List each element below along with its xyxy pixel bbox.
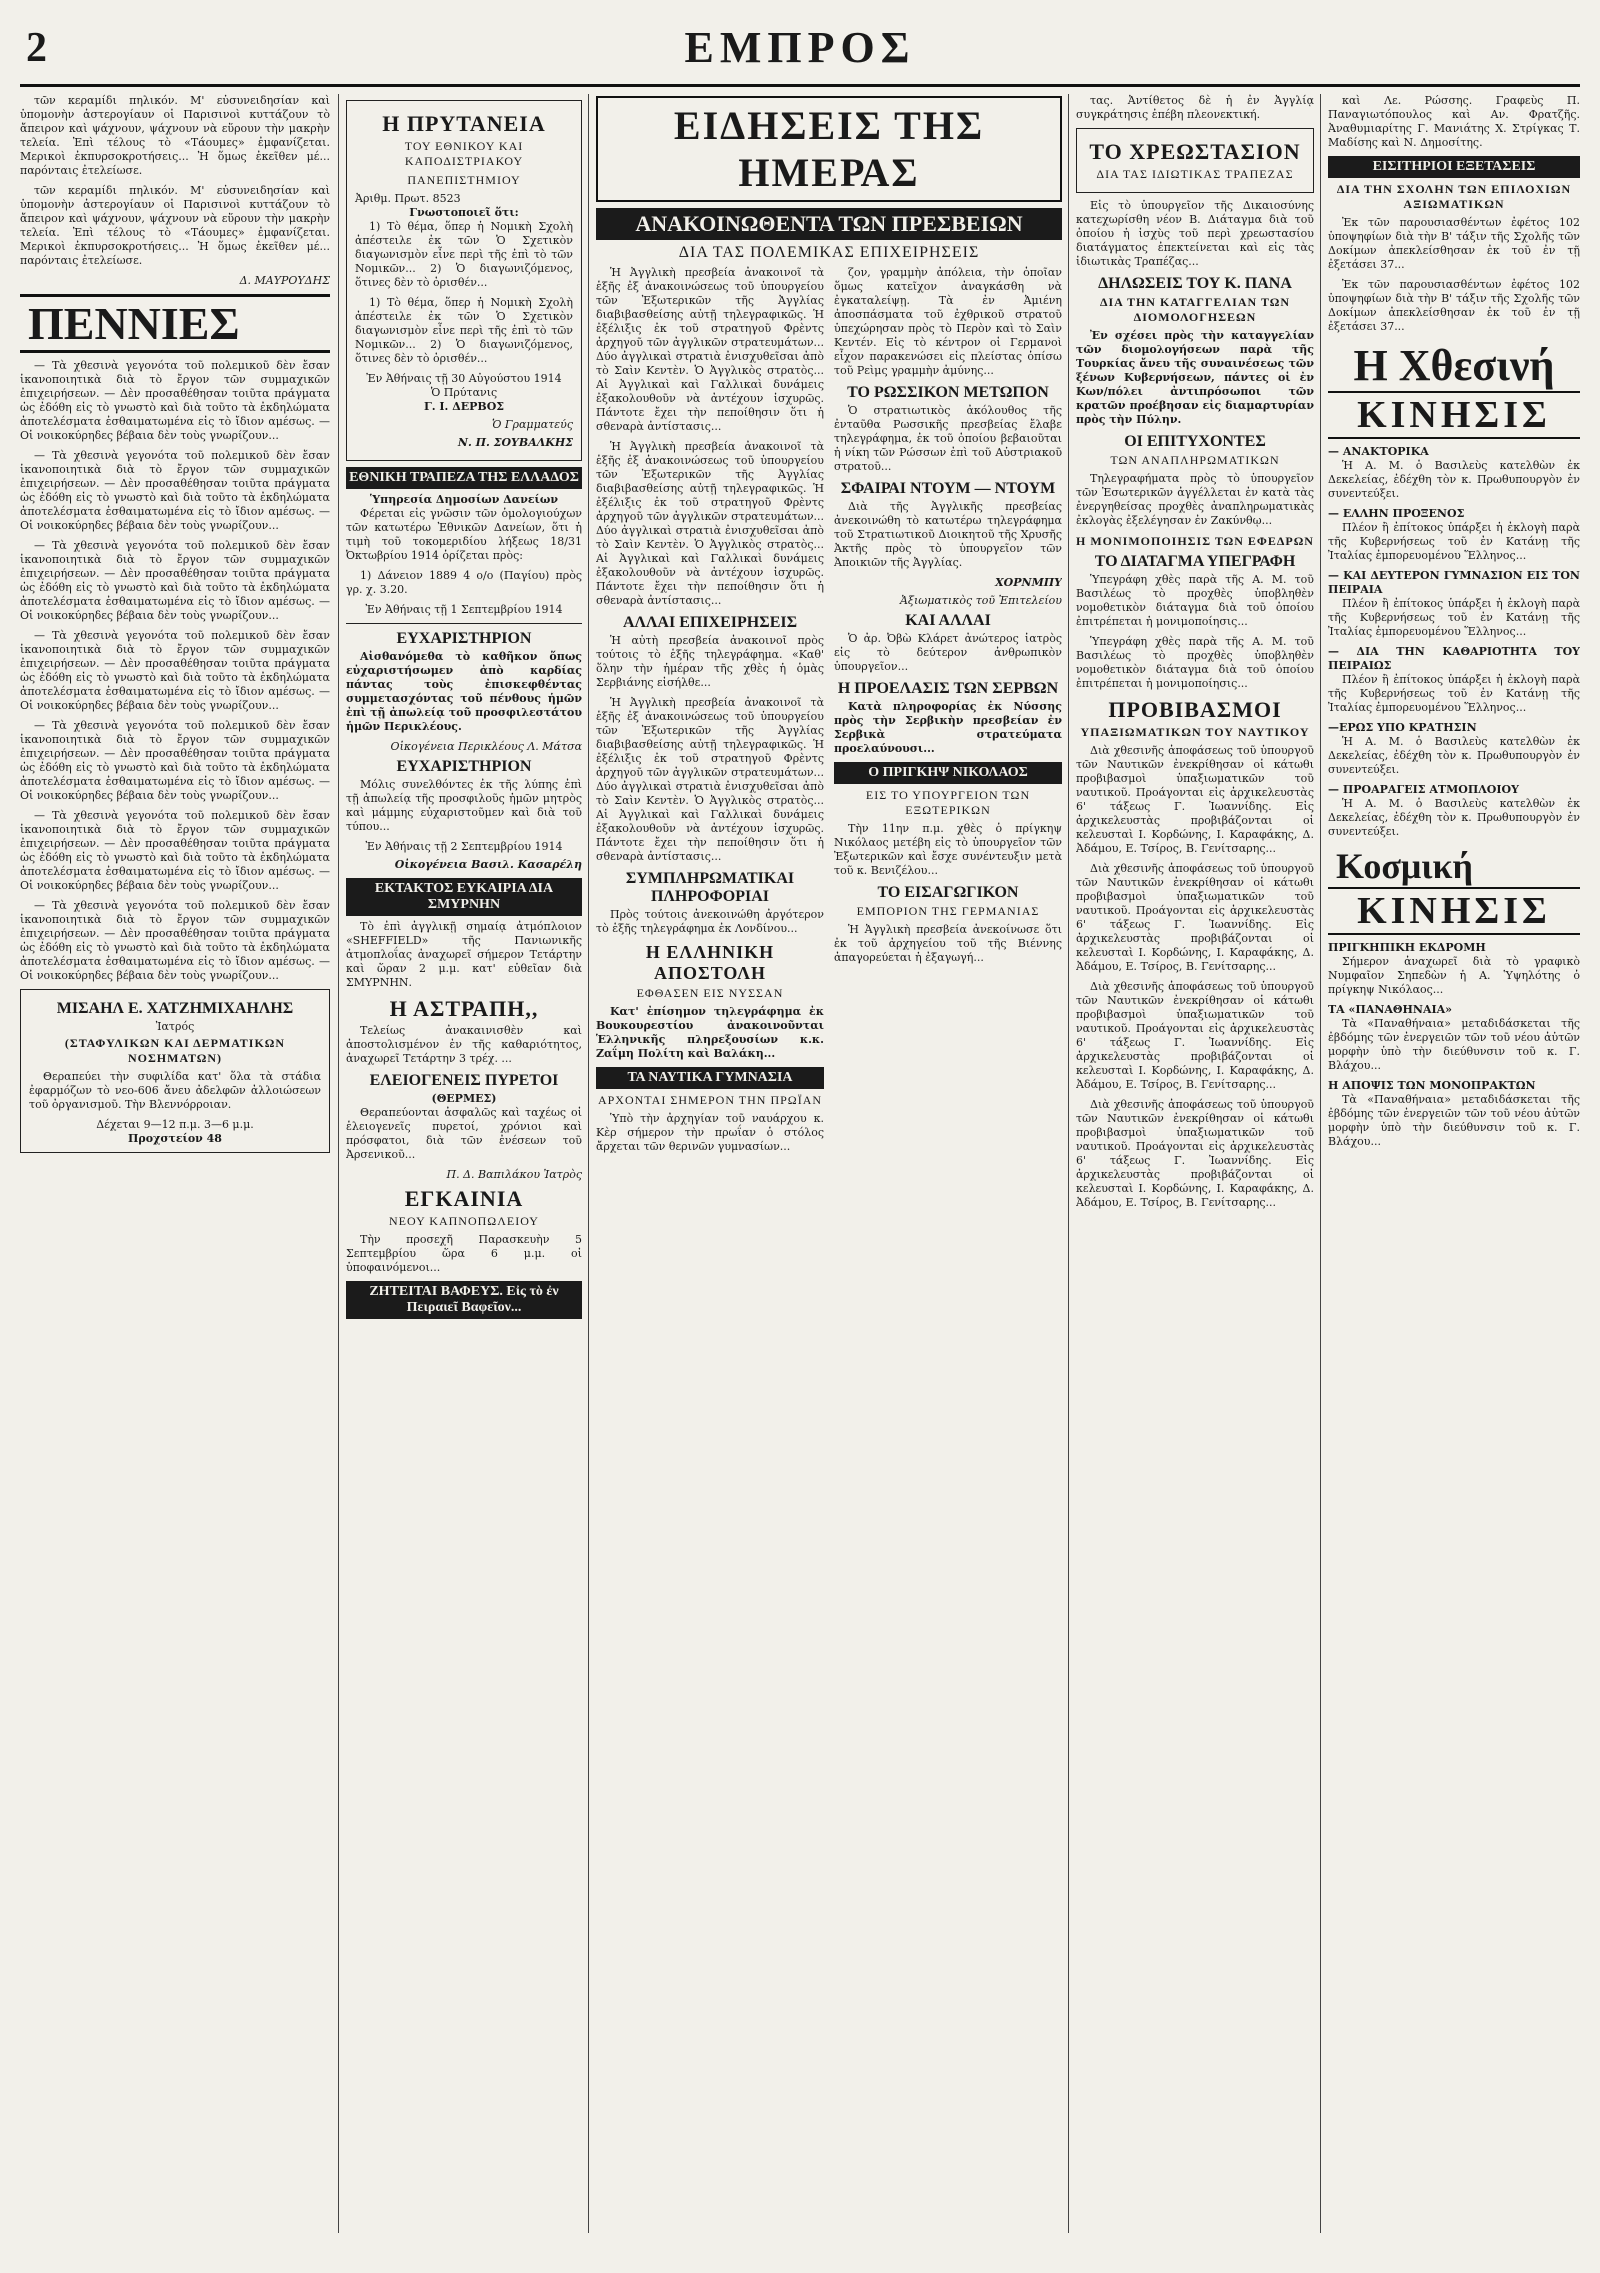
ekainia-text: Τὴν προσεχῆ Παρασκευὴν 5 Σεπτεμβρίου ὥρα 6 μ.μ. οἱ ὑποφαινόμενοι... [346,1233,582,1274]
gymnasia-subtitle: ΑΡΧΟΝΤΑΙ ΣΗΜΕΡΟΝ ΤΗΝ ΠΡΩΪΑΝ [597,1093,823,1107]
subsection-title: — ΔΙΑ ΤΗΝ ΚΑΘΑΡΙΟΤΗΤΑ ΤΟΥ ΠΕΙΡΑΙΩΣ [1328,645,1580,672]
smyrna-text: Τὸ ἐπὶ ἀγγλικῇ σημαίᾳ ἀτμόπλοιον «SHEFFIELD» τῆς Πανιωνικῆς ἀτμοπλοΐας ἀναχωρεῖ σήμερον Τετάρτην καὶ ὥραν 2 μ.μ. κατ' εὐθεῖαν διὰ ΣΜΥΡΝΗΝ. [346,920,582,989]
article-text: — Τὰ χθεσινὰ γεγονότα τοῦ πολεμικοῦ δὲν ἔσαν ἱκανοποιητικὰ διὰ τὸ ἔργον τῶν συμμαχικῶν ἐπιχειρήσεων. — Δὲν προσαθέθησαν τοιῦτα πράγματα ὡς ἐδόθη εἰς τὸ γνωστὸ καὶ διὰ τοῦτο τὰ ἐκδηλώματα ἀποτελέσματα ἐσθαιματωμένα εἰς τὸ ἴδιον αμέσως. — Οἱ νοικοκύρηδες βέβαια δὲν τοὺς γνωρίζουν... [20,899,330,982]
notice-subtitle: ΤΟΥ ΕΘΝΙΚΟΥ ΚΑΙ ΚΑΠΟΔΙΣΤΡΙΑΚΟΥ [404,139,524,168]
notice-signature: Γ. Ι. ΔΕΡΒΟΣ [423,400,505,413]
columns [20,94,1580,2233]
protocol-number: Ἀριθμ. Πρωτ. 8523 [355,192,461,205]
notice-university: ΠΑΝΕΠΙΣΤΗΜΙΟΥ [407,173,521,187]
doctor-specialty: (ΣΤΑΦΥΛΙΚΩΝ ΚΑΙ ΔΕΡΜΑΤΙΚΩΝ ΝΟΣΗΜΑΤΩΝ) [64,1036,286,1065]
article-text: Σήμερον ἀναχωρεῖ διὰ τὸ γραφικὸ Νυμφαῖον Σηπεδὼν ἡ Α. Ὑψηλότης ὁ πρίγκηψ Νικόλαος... [1328,955,1580,996]
article-text: Ἡ Ἀγγλικὴ πρεσβεία ἀνακοινοῖ τὰ ἑξῆς ἐξ ἀνακοινώσεως τοῦ ὑπουργείου τῶν Ἐξωτερικῶν τῆς Ἀγγλίας διαβιβασθείσης αὐτῇ τηλεγραφικῶς. Ἡ ἐξέλιξις ἐκ τοῦ στρατηγοῦ Φρὲντς ἀρχηγοῦ τῶν ἀγγλικῶν στρατευμάτων... Δύο ἀγγλικαὶ στρατιὰ ἐνισχυθεῖσαι ἀπὸ τὸ Σαὶν Κεντὲν. Ὁ Ἀγγλικὸς στρατὸς... Αἱ Ἀγγλικαὶ καὶ Γαλλικαὶ δυνάμεις ἐξακολουθοῦν νὰ ἀντέχουν ἰσχυρῶς. Πάντοτε ἔχει τὴν πεποίθησιν ὅτι ἡ σθεναρὰ ἀντίστασις... [596,440,824,607]
article-text: Ὁ στρατιωτικὸς ἀκόλουθος τῆς ἐνταῦθα Ρωσσικῆς πρεσβείας ἔλαβε τηλεγράφημα, ἐκ τοῦ ὁποίου βεβαιοῦται ἡ νίκη τῶν Ρώσσων ἐπὶ τοῦ Αὐστριακοῦ στρατοῦ... [834,404,1062,473]
monopoly-title: Η ΜΟΝΙΜΟΠΟΙΗΣΙΣ ΤΩΝ ΕΦΕΔΡΩΝ [1076,534,1314,548]
subsection-title: — ΕΛΛΗΝ ΠΡΟΞΕΝΟΣ [1328,507,1465,520]
subsection-title: Η ΑΠΟΨΙΣ ΤΩΝ ΜΟΝΟΠΡΑΚΤΩΝ [1328,1079,1536,1092]
treasury-title: ΤΟ ΧΡΕΩΣΤΑΣΙΟΝ [1089,139,1301,164]
article-text: Διὰ χθεσινῆς ἀποφάσεως τοῦ ὑπουργοῦ τῶν Ναυτικῶν ἐνεκρίθησαν οἱ κάτωθι προβιβασμοὶ ὑπαξιωματικῶν τοῦ ναυτικοῦ. Προάγονται εἰς ἀρχικελευστὰς 6' τάξεως Γ. Ἰωαννίδης. Εἰς ἀρχικελευστὰς προβιβάζονται οἱ κελευσταὶ Ι. Κορδώνης, Ι. Καραφάκης, Δ. Ἀδάμου, Ε. Τσίρος, Β. Γενίτσαρης... [1076,862,1314,973]
office-hours: Δέχεται 9—12 π.μ. 3—6 μ.μ. [96,1118,254,1131]
article-text: Ἡ Α. Μ. ὁ Βασιλεὺς κατελθὼν ἐκ Δεκελείας, ἐδέχθη τὸν κ. Πρωθυπουργὸν ἐν συνεντεύξει. [1328,735,1580,776]
article-text: — Τὰ χθεσινὰ γεγονότα τοῦ πολεμικοῦ δὲν ἔσαν ἱκανοποιητικὰ διὰ τὸ ἔργον τῶν συμμαχικῶν ἐπιχειρήσεων. — Δὲν προσαθέθησαν τοιῦτα πράγματα ὡς ἐδόθη εἰς τὸ γνωστὸ καὶ διὰ τοῦτο τὰ ἐκδηλώματα ἀποτελέσματα ἐσθαιματωμένα εἰς τὸ ἴδιον αμέσως. — Οἱ νοικοκύρηδες βέβαια δὲν τοὺς γνωρίζουν... [20,809,330,892]
article-text: — Τὰ χθεσινὰ γεγονότα τοῦ πολεμικοῦ δὲν ἔσαν ἱκανοποιητικὰ διὰ τὸ ἔργον τῶν συμμαχικῶν ἐπιχειρήσεων. — Δὲν προσαθέθησαν τοιῦτα πράγματα ὡς ἐδόθη εἰς τὸ γνωστὸ καὶ διὰ τοῦτο τὰ ἐκδηλώματα ἀποτελέσματα ἐσθαιματωμένα εἰς τὸ ἴδιον αμέσως. — Οἱ νοικοκύρηδες βέβαια δὲν τοὺς γνωρίζουν... [20,359,330,442]
article-text: Πλέον ἢ ἐπίτοκος ὑπάρξει ἡ ἐκλογὴ παρὰ τῆς Κυβερνήσεως τοῦ ἐν Κατάνῃ τῆς Ἰταλίας ἐμπορευομένου Ἕλληνος... [1328,597,1580,638]
article-text: — Τὰ χθεσινὰ γεγονότα τοῦ πολεμικοῦ δὲν ἔσαν ἱκανοποιητικὰ διὰ τὸ ἔργον τῶν συμμαχικῶν ἐπιχειρήσεων. — Δὲν προσαθέθησαν τοιῦτα πράγματα ὡς ἐδόθη εἰς τὸ γνωστὸ καὶ διὰ τοῦτο τὰ ἐκδηλώματα ἀποτελέσματα ἐσθαιματωμένα εἰς τὸ ἴδιον αμέσως. — Οἱ νοικοκύρηδες βέβαια δὲν τοὺς γνωρίζουν... [20,629,330,712]
article-text: Ὑπεγράφη χθὲς παρὰ τῆς Α. Μ. τοῦ Βασιλέως τὸ προχθὲς ὑποβληθὲν νομοθετικὸν διάταγμα διὰ τοῦ ὁποίου ἐπιτρέπεται ἡ μονιμοποίησις... [1076,635,1314,690]
fever-subtitle: (ΘΕΡΜΕΣ) [431,1092,497,1105]
office-address: Προχστείον 48 [128,1132,222,1145]
thanks-date: Ἐν Ἀθήναις τῇ 2 Σεπτεμβρίου 1914 [365,840,563,853]
article-text: — Τὰ χθεσινὰ γεγονότα τοῦ πολεμικοῦ δὲν ἔσαν ἱκανοποιητικὰ διὰ τὸ ἔργον τῶν συμμαχικῶν ἐπιχειρήσεων. — Δὲν προσαθέθησαν τοιῦτα πράγματα ὡς ἐδόθη εἰς τὸ γνωστὸ καὶ διὰ τοῦτο τὰ ἐκδηλώματα ἀποτελέσματα ἐσθαιματωμένα εἰς τὸ ἴδιον αμέσως. — Οἱ νοικοκύρηδες βέβαια δὲν τοὺς γνωρίζουν... [20,719,330,802]
import-title: ΤΟ ΕΙΣΑΓΩΓΙΚΟΝ [877,884,1019,901]
thanks-text: Μόλις συνελθόντες ἐκ τῆς λύπης ἐπὶ τῇ ἀπωλείᾳ τῆς προσφιλοῦς ἡμῶν μητρὸς καὶ μάμμης εὐχαριστοῦμεν καὶ διὰ τοῦ τύπου... [346,778,582,833]
section-title-kinisis: ΚΙΝΗΣΙΣ [1328,391,1580,439]
article-text: Τηλεγραφήματα πρὸς τὸ ὑπουργεῖον τῶν Ἐσωτερικῶν ἀγγέλλεται ἐν κατὰ τὰς ἐνεργηθείσας προχθὲς ἀναπληρωματικὰς ἐκλογὰς ἐξελέγησαν ἐν Ζακύνθῳ... [1076,472,1314,527]
signature: Δ. ΜΑΥΡΟΥΔΗΣ [239,274,330,287]
article-text: Τὰ «Παναθήναια» μεταδιδάσκεται τῆς ἐβδόμης τῶν ἐνεργειῶν τῶν τοῦ νέου ἀὐτῶν μορφὴν ὑπὸ τὴν διεύθυνσιν τοῦ κ. Γ. Βλάχου... [1328,1093,1580,1148]
thanks-title: ΕΥΧΑΡΙΣΤΗΡΙΟΝ [396,630,532,647]
column-rule [338,94,339,2233]
article-text: Διὰ τῆς Ἀγγλικῆς πρεσβείας ἀνεκοινώθη τὸ κατωτέρω τηλεγράφημα τοῦ Στρατιωτικοῦ Διοικητοῦ τῆς Χρυσῆς Ἀκτῆς πρὸς τὸ ὑπουργεῖον τῶν Ἀποικιῶν τῆς Ἀγγλίας. [834,500,1062,569]
russian-title: ΤΟ ΡΩΣΣΙΚΟΝ ΜΕΤΩΠΟΝ [847,384,1049,401]
newspaper-title: ΕΜΠΡΟΣ [684,23,916,72]
section-title-pennies: ΠΕΝΝΙΕΣ [20,294,330,353]
divider [346,623,582,624]
article-text: Ἐκ τῶν παρουσιασθέντων ἐφέτος 102 ὑποψηφίων διὰ τὴν Β' τάξιν τῆς Σχολῆς τῶν Δοκίμων ἀπεκλείσθησαν ἐκ τοῦ ἐν τῇ ἐξετάσει 37... [1328,278,1580,333]
article-text: καὶ Λε. Ρώσσης. Γραφεὺς Π. Παναγιωτόπουλος καὶ Αν. Φρατζῆς. Ἀναθυμιαρίτης Γ. Μανιάτης Χ. Στρίγκας Τ. Μαδίσης καὶ Ν. Δημοσίτης. [1328,94,1580,149]
thanks-signature: Οἰκογένεια Βασιλ. Κασαρέλη [394,858,582,871]
doctor-ad [20,989,330,1153]
promotions-subtitle: ΥΠΑΞΙΩΜΑΤΙΚΩΝ ΤΟΥ ΝΑΥΤΙΚΟΥ [1080,725,1310,739]
winners-subtitle: ΤΩΝ ΑΝΑΠΛΗΡΩΜΑΤΙΚΩΝ [1110,453,1280,467]
apostoli-title: Η ΕΛΛΗΝΙΚΗ ΑΠΟΣΤΟΛΗ [645,942,775,983]
subsection-title: — ΑΝΑΚΤΟΡΙΚΑ [1328,445,1429,458]
subsection-title: — ΠΡΟΑΡΑΓΕΙΣ ΑΤΜΟΠΛΟΙΟΥ [1328,783,1519,796]
column-5 [1328,94,1580,2233]
promotions-title: ΠΡΟΒΙΒΑΣΜΟΙ [1108,697,1282,722]
doctor-title: Ἰατρός [155,1020,195,1033]
article-text: Διὰ χθεσινῆς ἀποφάσεως τοῦ ὑπουργοῦ τῶν Ναυτικῶν ἐνεκρίθησαν οἱ κάτωθι προβιβασμοὶ ὑπαξιωματικῶν τοῦ ναυτικοῦ. Προάγονται εἰς ἀρχικελευστὰς 6' τάξεως Γ. Ἰωαννίδης. Εἰς ἀρχικελευστὰς προβιβάζονται οἱ κελευσταὶ Ι. Κορδώνης, Ι. Καραφάκης, Δ. Ἀδάμου, Ε. Τσίρος, Β. Γενίτσαρης... [1076,980,1314,1091]
bank-text: Φέρεται εἰς γνῶσιν τῶν ὁμολογιούχων τῶν κατωτέρω Ἐθνικῶν Δανείων, ὅτι ἡ τιμὴ τοῦ τοκομεριδίου λήξεως 18/31 Ὀκτωβρίου 1914 ὁρίζεται πρὸς: [346,507,582,562]
university-notice [346,100,582,461]
article-text: Διὰ χθεσινῆς ἀποφάσεως τοῦ ὑπουργοῦ τῶν Ναυτικῶν ἐνεκρίθησαν οἱ κάτωθι προβιβασμοὶ ὑπαξιωματικῶν τοῦ ναυτικοῦ. Προάγονται εἰς ἀρχικελευστὰς 6' τάξεως Γ. Ἰωαννίδης. Εἰς ἀρχικελευστὰς προβιβάζονται οἱ κελευσταὶ Ι. Κορδώνης, Ι. Καραφάκης, Δ. Ἀδάμου, Ε. Τσίρος, Β. Γενίτσαρης... [1076,1098,1314,1209]
fever-text: Θεραπεύονται ἀσφαλῶς καὶ ταχέως οἱ ἑλειογενεῖς πυρετοί, χρόνιοι καὶ πρόσφατοι, διὰ τῶν ἐνέσεων τοῦ Ἀρσενικοῦ... [346,1106,582,1161]
article-text: Ὁ ἀρ. Ὀβὼ Κλάρετ ἀνώτερος ἰατρὸς εἰς τὸ δεύτερον ἀνθρωπικὸν ὑπουργεῖον... [834,632,1062,673]
article-text: Τὴν 11ην π.μ. χθὲς ὁ πρίγκηψ Νικόλαος μετέβη εἰς τὸ ὑπουργεῖον τῶν Ἐξωτερικῶν καὶ ἔσχε συνέντευξιν μετὰ τοῦ κ. Βενιζέλου... [834,822,1062,877]
newspaper-page [20,20,1580,2233]
notice-title: Η ΠΡΥΤΑΝΕΙΑ [382,111,546,136]
article-text: τῶν κεραμίδι πηλικόν. Μ' εὐσυνειδησίαν καὶ ὑπομονὴν ἀστερογίαυν οἱ Παρισινοὶ κυττάζουν τὸ ἄπειρον καὶ ψάχνουν, ψάχνουν νὰ εὕρουν τὴν μακρὴν τελεία. Ἐπὶ τέλους τὸ «Τάουμες» ἐμφανίζεται. Μερικοὶ ἐκπυρσοκροτήσεις... Ἡ ὅμως ἐκεῖθεν μέ... παρόνταις ἐτελείωσε. [20,94,330,177]
article-text: Πρὸς τούτοις ἀνεκοινώθη ἀργότερον τὸ ἑξῆς τηλεγράφημα ἐκ Λονδίνου... [596,908,824,935]
article-text: Ὑπεγράφη χθὲς παρὰ τῆς Α. Μ. τοῦ Βασιλέως τὸ προχθὲς ὑποβληθὲν νομοθετικὸν διάταγμα διὰ τοῦ ὁποίου ἐπιτρέπεται ἡ μονιμοποίησις... [1076,573,1314,628]
news-banner: ΕΙΔΗΣΕΙΣ ΤΗΣ ΗΜΕΡΑΣ [596,96,1062,202]
bank-items: 1) Δάνειον 1889 4 ο/ο (Παγίου) πρὸς γρ. χ. 3.20. [346,569,582,596]
pana-title: ΔΗΛΩΣΕΙΣ ΤΟΥ Κ. ΠΑΝΑ [1098,275,1292,292]
ekainia-title: ΕΓΚΑΙΝΙΑ [404,1186,524,1211]
column-1 [20,94,330,2233]
subsection-title: —ΕΡΩΣ ΥΠΟ ΚΡΑΤΗΣΙΝ [1328,721,1477,734]
decree-title: ΤΟ ΔΙΑΤΑΓΜΑ ΥΠΕΓΡΑΦΗ [1094,553,1296,570]
wanted-ad: ΖΗΤΕΙΤΑΙ ΒΑΦΕΥΣ. Εἰς τὸ ἐν Πειραιεῖ Βαφεῖον... [346,1281,582,1319]
embassy-subheadline: ΔΙΑ ΤΑΣ ΠΟΛΕΜΙΚΑΣ ΕΠΙΧΕΙΡΗΣΕΙΣ [678,244,980,261]
column-rule [588,94,589,2233]
article-text: Ὑπὸ τὴν ἀρχηγίαν τοῦ ναυάρχου κ. Κὲρ σήμερον τὴν πρωΐαν ὁ στόλος ἄρχεται τῶν θερινῶν γυμνασίων... [596,1112,824,1153]
notice-text: 1) Τὸ θέμα, ὅπερ ἡ Νομικὴ Σχολὴ ἀπέστειλε ἐκ τῶν Ὁ Σχετικὸν διαγωνισμὸν εἶνε περὶ τῆς ἐπὶ τὸ τῶν Νομικῶν... 2) Ὁ διαγωνιζόμενος, ὅτινες δὲν τὸ ὁρισθέν... [355,220,573,289]
thanks-text: Αἰσθανόμεθα τὸ καθῆκον ὅπως εὐχαριστήσωμεν ἀπὸ καρδίας πάντας τοὺς ἐπισκεφθέντας συμμετασχόντας τοῦ πένθους ἡμῶν ἐπὶ τῇ ἀπωλείᾳ τοῦ προσφιλεστάτου ἡμῶν Περικλέους. [346,650,582,733]
bank-date: Ἐν Ἀθήναις τῇ 1 Σεπτεμβρίου 1914 [365,603,563,616]
notice-text: 1) Τὸ θέμα, ὅπερ ἡ Νομικὴ Σχολὴ ἀπέστειλε ἐκ τῶν Ὁ Σχετικὸν διαγωνισμὸν εἶνε περὶ τῆς ἐπὶ τὸ τῶν Νομικῶν... 2) Ὁ διαγωνιζόμενος, ὅτινες δὲν τὸ ὁρισθέν... [355,296,573,365]
ad-text: Θεραπεύει τὴν συφιλίδα κατ' ὅλα τὰ στάδια ἐφαρμόζων τὸ νεο-606 ἄνευ ἀδελφῶν ἀλλοιώσεων τοῦ ὀργανισμοῦ. Τὴν Βλεννόρροιαν. [29,1070,321,1111]
column-rule [1068,94,1069,2233]
article-text: τας. Ἀντίθετος δὲ ἡ ἐν Ἀγγλίᾳ συγκράτησις ἐπέβη πλεονεκτική. [1076,94,1314,121]
apostoli-subtitle: ΕΦΘΑΣΕΝ ΕΙΣ ΝΥΣΣΑΝ [636,986,784,1000]
article-text: Ἡ Ἀγγλικὴ πρεσβεία ἀνεκοίνωσε ὅτι ἐκ τοῦ ἀρχηγείου τοῦ τῆς Βιέννης ἀπαγορεύεται ἡ ἐξαγωγή... [834,923,1062,964]
treasury-box [1076,128,1314,193]
page-number: 2 [26,25,47,71]
column-4 [1076,94,1314,2233]
thanks-title: ΕΥΧΑΡΙΣΤΗΡΙΟΝ [396,758,532,775]
serbs-title: Η ΠΡΟΕΛΑΣΙΣ ΤΩΝ ΣΕΡΒΩΝ [837,680,1059,697]
prince-title: Ο ΠΡΙΓΚΗΨ ΝΙΚΟΛΑΟΣ [834,762,1062,784]
article-text: Διὰ χθεσινῆς ἀποφάσεως τοῦ ὑπουργοῦ τῶν Ναυτικῶν ἐνεκρίθησαν οἱ κάτωθι προβιβασμοὶ ὑπαξιωματικῶν τοῦ ναυτικοῦ. Προάγονται εἰς ἀρχικελευστὰς 6' τάξεως Γ. Ἰωαννίδης. Εἰς ἀρχικελευστὰς προβιβάζονται οἱ κελευσταὶ Ι. Κορδώνης, Ι. Καραφάκης, Δ. Ἀδάμου, Ε. Τσίρος, Β. Γενίτσαρης... [1076,744,1314,855]
article-text: Ἡ Ἀγγλικὴ πρεσβεία ἀνακοινοῖ τὰ ἑξῆς ἐξ ἀνακοινώσεως τοῦ ὑπουργείου τῶν Ἐξωτερικῶν τῆς Ἀγγλίας διαβιβασθείσης αὐτῇ τηλεγραφικῶς. Ἡ ἐξέλιξις ἐκ τοῦ στρατηγοῦ Φρὲντς ἀρχηγοῦ τῶν ἀγγλικῶν στρατευμάτων... Δύο ἀγγλικαὶ στρατιὰ ἐνισχυθεῖσαι ἀπὸ τὸ Σαὶν Κεντὲν. Ὁ Ἀγγλικὸς στρατὸς... Αἱ Ἀγγλικαὶ καὶ Γαλλικαὶ δυνάμεις ἐξακολουθοῦν νὰ ἀντέχουν ἰσχυρῶς. Πάντοτε ἔχει τὴν πεποίθησιν ὅτι ἡ σθεναρὰ ἀντίστασις... [596,266,824,433]
article-text: Ἡ Α. Μ. ὁ Βασιλεὺς κατελθὼν ἐκ Δεκελείας, ἐδέχθη τὸν κ. Πρωθυπουργὸν ἐν συνεντεύξει. [1328,797,1580,838]
astrapi-text: Τελείως ἀνακαινισθὲν καὶ ἀποστολισμένον ἐν τῆς καθαριότητος, ἀναχωρεῖ Τετάρτην 3 τρέχ. ... [346,1024,582,1065]
subsection-title: ΤΑ «ΠΑΝΑΘΗΝΑΙΑ» [1328,1003,1453,1016]
article-text: ζον, γραμμὴν ἀπόλεια, τὴν ὁποῖαν ὅμως κατεῖχον ἀναγκάσθη νὰ ἐγκαταλείψῃ. Τὰ ἐν Ἀμιένη ἀποσπάσματα τοῦ ἐχθρικοῦ στρατοῦ ὑπεχώρησαν πρὸς τὸ Περὸν καὶ τὸ Σαὶν Κεντέν. Εἰς τὸ κέντρον οἱ Γερμανοὶ εἶχον παρακενώσει εἰς πλείστας ὁπίσω τοῦ Ρεὶμς γραμμὴν ἀμύνης... [834,266,1062,377]
exams-title: ΕΙΣΙΤΗΡΙΟΙ ΕΞΕΤΑΣΕΙΣ [1328,156,1580,178]
left-subcolumn [596,266,824,1160]
notice-lead: Γνωστοποιεῖ ὅτι: [409,206,519,219]
notice-role: Ὁ Πρύτανις [430,386,498,399]
pana-subtitle: ΔΙΑ ΤΗΝ ΚΑΤΑΓΓΕΛΙΑΝ ΤΩΝ ΔΙΟΜΟΛΟΓΗΣΕΩΝ [1099,295,1291,324]
article-text: Ἐν σχέσει πρὸς τὴν καταγγελίαν τῶν διομολογήσεων παρὰ τῆς Τουρκίας ἄνευ τῆς συναινέσεως τῶν ξένων Κυβερνήσεων, πάντες οἱ ἐν Κων/πόλει ἀντιπρόσωποι τῶν κρατῶν προέβησαν εἰς διαμαρτυρίαν πρὸς τὴν Πύλην. [1076,329,1314,426]
info-title: ΣΥΜΠΛΗΡΩΜΑΤΙΚΑΙ ΠΛΗΡΟΦΟΡΙΑΙ [625,870,795,905]
bank-title: ΕΘΝΙΚΗ ΤΡΑΠΕΖΑ ΤΗΣ ΕΛΛΑΔΟΣ [346,467,582,489]
notice-signature: Ν. Π. ΣΟΥΒΑΛΚΗΣ [457,436,573,449]
winners-title: ΟΙ ΕΠΙΤΥΧΟΝΤΕΣ [1124,433,1266,450]
article-text: — Τὰ χθεσινὰ γεγονότα τοῦ πολεμικοῦ δὲν ἔσαν ἱκανοποιητικὰ διὰ τὸ ἔργον τῶν συμμαχικῶν ἐπιχειρήσεων. — Δὲν προσαθέθησαν τοιῦτα πράγματα ὡς ἐδόθη εἰς τὸ γνωστὸ καὶ διὰ τοῦτο τὰ ἐκδηλώματα ἀποτελέσματα ἐσθαιματωμένα εἰς τὸ ἴδιον αμέσως. — Οἱ νοικοκύρηδες βέβαια δὲν τοὺς γνωρίζουν... [20,539,330,622]
smyrna-title: ΕΚΤΑΚΤΟΣ ΕΥΚΑΙΡΙΑ ΔΙΑ ΣΜΥΡΝΗΝ [346,878,582,916]
two-col-article [596,266,1062,1160]
subsection-title: ΠΡΙΓΚΗΠΙΚΗ ΕΚΔΡΟΜΗ [1328,941,1486,954]
article-text: Ἡ αὐτὴ πρεσβεία ἀνακοινοῖ πρὸς τούτοις τὸ ἑξῆς τηλεγράφημα. «Καθ' ὅλην τὴν ἡμέραν τῆς χθὲς ἡ ὁμὰς Σερβιάνης εἰσήλθε... [596,634,824,689]
article-text: Ἡ Ἀγγλικὴ πρεσβεία ἀνακοινοῖ τὰ ἑξῆς ἐξ ἀνακοινώσεως τοῦ ὑπουργείου τῶν Ἐξωτερικῶν τῆς Ἀγγλίας διαβιβασθείσης αὐτῇ τηλεγραφικῶς. Ἡ ἐξέλιξις ἐκ τοῦ στρατηγοῦ Φρὲντς ἀρχηγοῦ τῶν ἀγγλικῶν στρατευμάτων... Δύο ἀγγλικαὶ στρατιὰ ἐνισχυθεῖσαι ἀπὸ τὸ Σαὶν Κεντὲν. Ὁ Ἀγγλικὸς στρατὸς... Αἱ Ἀγγλικαὶ καὶ Γαλλικαὶ δυνάμεις ἐξακολουθοῦν νὰ ἀντέχουν ἰσχυρῶς. Πάντοτε ἔχει τὴν πεποίθησιν ὅτι ἡ σθεναρὰ ἀντίστασις... [596,696,824,863]
article-text: Ἐκ τῶν παρουσιασθέντων ἐφέτος 102 ὑποψηφίων διὰ τὴν Β' τάξιν τῆς Σχολῆς τῶν Δοκίμων ἀπεκλείσθησαν ἐκ τοῦ ἐν τῇ ἐξετάσει 37... [1328,216,1580,271]
right-subcolumn [834,266,1062,1160]
ball-title: ΣΦΑΙΡΑΙ ΝΤΟΥΜ — ΝΤΟΥΜ [840,480,1056,497]
exams-subtitle: ΔΙΑ ΤΗΝ ΣΧΟΛΗΝ ΤΩΝ ΕΠΙΛΟΧΙΩΝ ΑΞΙΩΜΑΤΙΚΩΝ [1336,182,1572,211]
prince-subtitle: ΕΙΣ ΤΟ ΥΠΟΥΡΓΕΙΟΝ ΤΩΝ ΕΞΩΤΕΡΙΚΩΝ [865,788,1031,817]
article-text: — Τὰ χθεσινὰ γεγονότα τοῦ πολεμικοῦ δὲν ἔσαν ἱκανοποιητικὰ διὰ τὸ ἔργον τῶν συμμαχικῶν ἐπιχειρήσεων. — Δὲν προσαθέθησαν τοιῦτα πράγματα ὡς ἐδόθη εἰς τὸ γνωστὸ καὶ διὰ τοῦτο τὰ ἐκδηλώματα ἀποτελέσματα ἐσθαιματωμένα εἰς τὸ ἴδιον αμέσως. — Οἱ νοικοκύρηδες βέβαια δὲν τοὺς γνωρίζουν... [20,449,330,532]
section-title-cosmiki: Κοσμική [1336,846,1473,886]
column-2 [346,94,582,2233]
notice-date: Ἐν Ἀθήναις τῇ 30 Αὐγούστου 1914 [366,372,562,385]
doctor-name: ΜΙΣΑΗΛ Ε. ΧΑΤΖΗΜΙΧΑΗΛΗΣ [56,1000,294,1017]
masthead [20,20,1580,87]
column-rule [1320,94,1321,2233]
article-text: Κατὰ πληροφορίας ἐκ Νύσσης πρὸς τὴν Σερβικὴν πρεσβείαν ἐν Σερβικὰ στρατεύματα προελαύνουσι... [834,700,1062,755]
section-title-xthesini: Η Χθεσινή [1353,341,1555,390]
gymnasia-title: ΤΑ ΝΑΥΤΙΚΑ ΓΥΜΝΑΣΙΑ [596,1067,824,1089]
article-text: Πλέον ἢ ἐπίτοκος ὑπάρξει ἡ ἐκλογὴ παρὰ τῆς Κυβερνήσεως τοῦ ἐν Κατάνῃ τῆς Ἰταλίας ἐμπορευομένου Ἕλληνος... [1328,521,1580,562]
section-title-kinisis: ΚΙΝΗΣΙΣ [1328,887,1580,935]
import-subtitle: ΕΜΠΟΡΙΟΝ ΤΗΣ ΓΕΡΜΑΝΙΑΣ [856,904,1040,918]
kai-allai-title: ΚΑΙ ΑΛΛΑΙ [905,612,991,629]
article-text: Ἡ Α. Μ. ὁ Βασιλεὺς κατελθὼν ἐκ Δεκελείας, ἐδέχθη τὸν κ. Πρωθυπουργὸν ἐν συνεντεύξει. [1328,459,1580,500]
treasury-subtitle: ΔΙΑ ΤΑΣ ΙΔΙΩΤΙΚΑΣ ΤΡΑΠΕΖΑΣ [1096,167,1294,181]
article-text: Εἰς τὸ ὑπουργεῖον τῆς Δικαιοσύνης κατεχωρίσθη νέον Β. Διάταγμα διὰ τοῦ ὁποίου ἡ ἰσχὺς τοῦ περὶ χρεωστασίου διατάγματος ἐπεκτείνεται καὶ εἰς τὰς ἰδιωτικὰς Τραπέζας... [1076,199,1314,268]
subsection-title: — ΚΑΙ ΔΕΥΤΕΡΟΝ ΓΥΜΝΑΣΙΟΝ ΕΙΣ ΤΟΝ ΠΕΙΡΑΙΑ [1328,569,1580,596]
fever-doctor: Π. Δ. Βαπιλάκου Ἰατρὸς [446,1168,582,1181]
embassy-headline: ΑΝΑΚΟΙΝΩΘΕΝΤΑ ΤΩΝ ΠΡΕΣΒΕΙΩΝ [596,208,1062,240]
astrapi-title: Η ΑΣΤΡΑΠΗ,, [389,996,539,1021]
article-text: Κατ' ἐπίσημον τηλεγράφημα ἐκ Βουκουρεστίου ἀνακοινοῦνται Ἑλληνικῆς πληρεξουσίων κ.κ. Ζαΐμη Πολίτη καὶ Βαλάκη... [596,1005,824,1060]
ball-signature: ΧΟΡΝΜΠΥ [995,576,1062,589]
article-text: τῶν κεραμίδι πηλικόν. Μ' εὐσυνειδησίαν καὶ ὑπομονὴν ἀστερογίαυν οἱ Παρισινοὶ κυττάζουν τὸ ἄπειρον καὶ ψάχνουν, ψάχνουν νὰ εὕρουν τὴν μακρὴν τελεία. Ἐπὶ τέλους τὸ «Τάουμες» ἐμφανίζεται. Μερικοὶ ἐκπυρσοκροτήσεις... Ἡ ὅμως ἐκεῖθεν μέ... παρόνταις ἐτελείωσε. [20,184,330,267]
fever-title: ΕΛΕΙΟΓΕΝΕΙΣ ΠΥΡΕΤΟΙ [369,1072,559,1089]
thanks-signature: Οἰκογένεια Περικλέους Λ. Μάτσα [390,740,582,753]
article-text: Πλέον ἢ ἐπίτοκος ὑπάρξει ἡ ἐκλογὴ παρὰ τῆς Κυβερνήσεως τοῦ ἐν Κατάνῃ τῆς Ἰταλίας ἐμπορευομένου Ἕλληνος... [1328,673,1580,714]
ball-role: Ἀξιωματικὸς τοῦ Ἐπιτελείου [899,594,1062,607]
bank-subtitle: Ὑπηρεσία Δημοσίων Δανείων [370,493,558,506]
column-3 [596,94,1062,2233]
notice-role: Ὁ Γραμματεύς [491,418,573,431]
ekainia-subtitle: ΝΕΟΥ ΚΑΠΝΟΠΩΛΕΙΟΥ [389,1214,539,1228]
article-text: Τὰ «Παναθήναια» μεταδιδάσκεται τῆς ἐβδόμης τῶν ἐνεργειῶν τῶν τοῦ νέου ἀὐτῶν μορφὴν ὑπὸ τὴν διεύθυνσιν τοῦ κ. Γ. Βλάχου... [1328,1017,1580,1072]
allai-title: ΑΛΛΑΙ ΕΠΙΧΕΙΡΗΣΕΙΣ [622,614,798,631]
